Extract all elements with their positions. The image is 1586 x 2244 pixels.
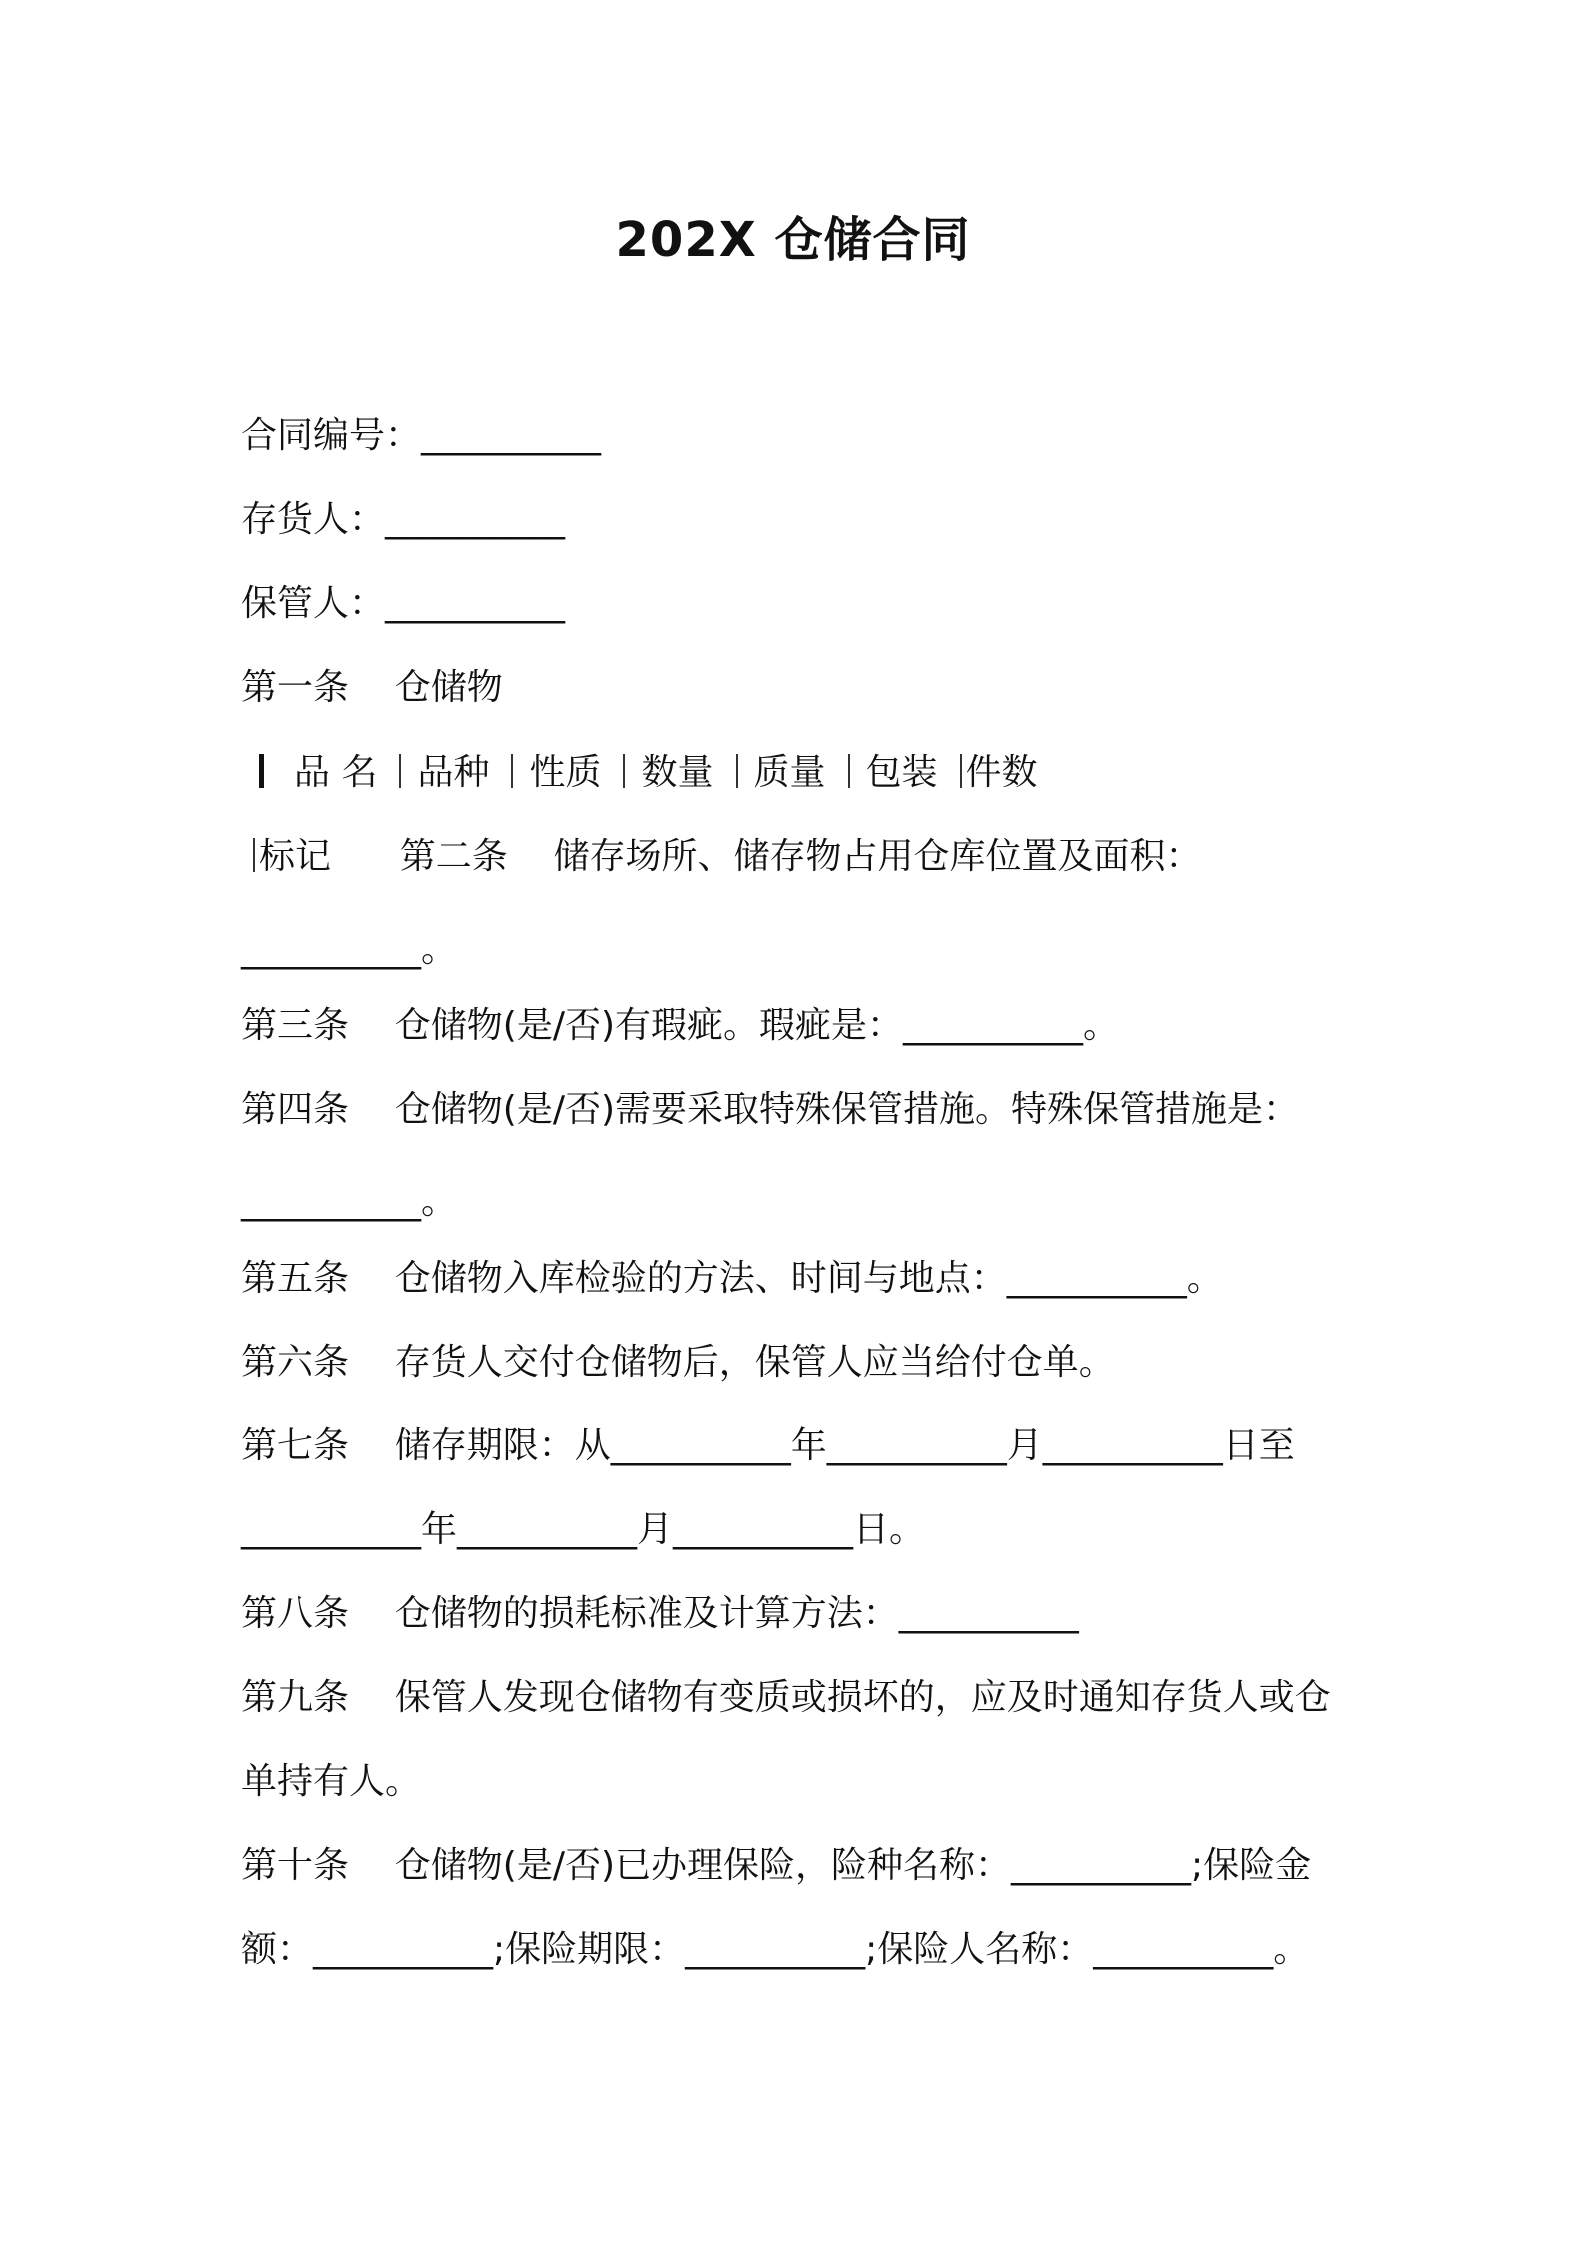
table-header-cell: 标记 (259, 836, 332, 877)
clause-10: 第十条 仓储物(是/否)已办理保险，险种名称：__________;保险金 (241, 1845, 1312, 1886)
clause-8: 第八条 仓储物的损耗标准及计算方法：__________ (241, 1593, 1079, 1634)
clause-2: 第二条 储存场所、储存物占用仓库位置及面积： (399, 836, 1202, 877)
table-header-cell: 质量 (753, 752, 826, 793)
table-separator (736, 754, 738, 788)
clause-3: 第三条 仓储物(是/否)有瑕疵。瑕疵是：__________。 (241, 1005, 1119, 1046)
clause-10-continued: 额：__________;保险期限：__________;保险人名称：__________。 (241, 1929, 1310, 1970)
table-separator (399, 754, 401, 788)
clause-1: 第一条 仓储物 (241, 667, 503, 708)
contract-number-line: 合同编号：__________ (241, 415, 602, 456)
clause-9: 第九条 保管人发现仓储物有变质或损坏的，应及时通知存货人或仓 (241, 1677, 1331, 1718)
clause-4-blank: __________。 (241, 1181, 458, 1222)
clause-2-line (241, 833, 1391, 881)
table-separator (960, 754, 962, 788)
clause-4: 第四条 仓储物(是/否)需要采取特殊保管措施。特殊保管措施是： (241, 1089, 1299, 1130)
clause-6: 第六条 存货人交付仓储物后，保管人应当给付仓单。 (241, 1342, 1115, 1383)
table-header-cell: 包装 (865, 752, 938, 793)
table-separator (623, 754, 625, 788)
clause-9-continued: 单持有人。 (241, 1761, 422, 1802)
table-header-cell: 数量 (641, 752, 714, 793)
table-header-cell: 品 名 (294, 752, 378, 793)
page-title: 202X 仓储合同 (615, 212, 971, 268)
clause-7-continued: __________年__________月__________日。 (241, 1509, 925, 1550)
clause-7: 第七条 储存期限：从__________年__________月__________日至 (241, 1425, 1295, 1466)
table-header-cell: 品种 (417, 752, 490, 793)
depositor-line: 存货人：__________ (241, 499, 566, 540)
storage-item-table-header (241, 749, 1391, 797)
table-border (259, 754, 264, 788)
table-header-cell: 件数 (965, 752, 1038, 793)
table-separator (511, 754, 513, 788)
clause-5: 第五条 仓储物入库检验的方法、时间与地点：__________。 (241, 1258, 1223, 1299)
table-separator (848, 754, 850, 788)
clause-2-blank: __________。 (241, 929, 458, 970)
custodian-line: 保管人：__________ (241, 583, 566, 624)
table-separator (253, 838, 255, 872)
table-header-cell: 性质 (529, 752, 602, 793)
